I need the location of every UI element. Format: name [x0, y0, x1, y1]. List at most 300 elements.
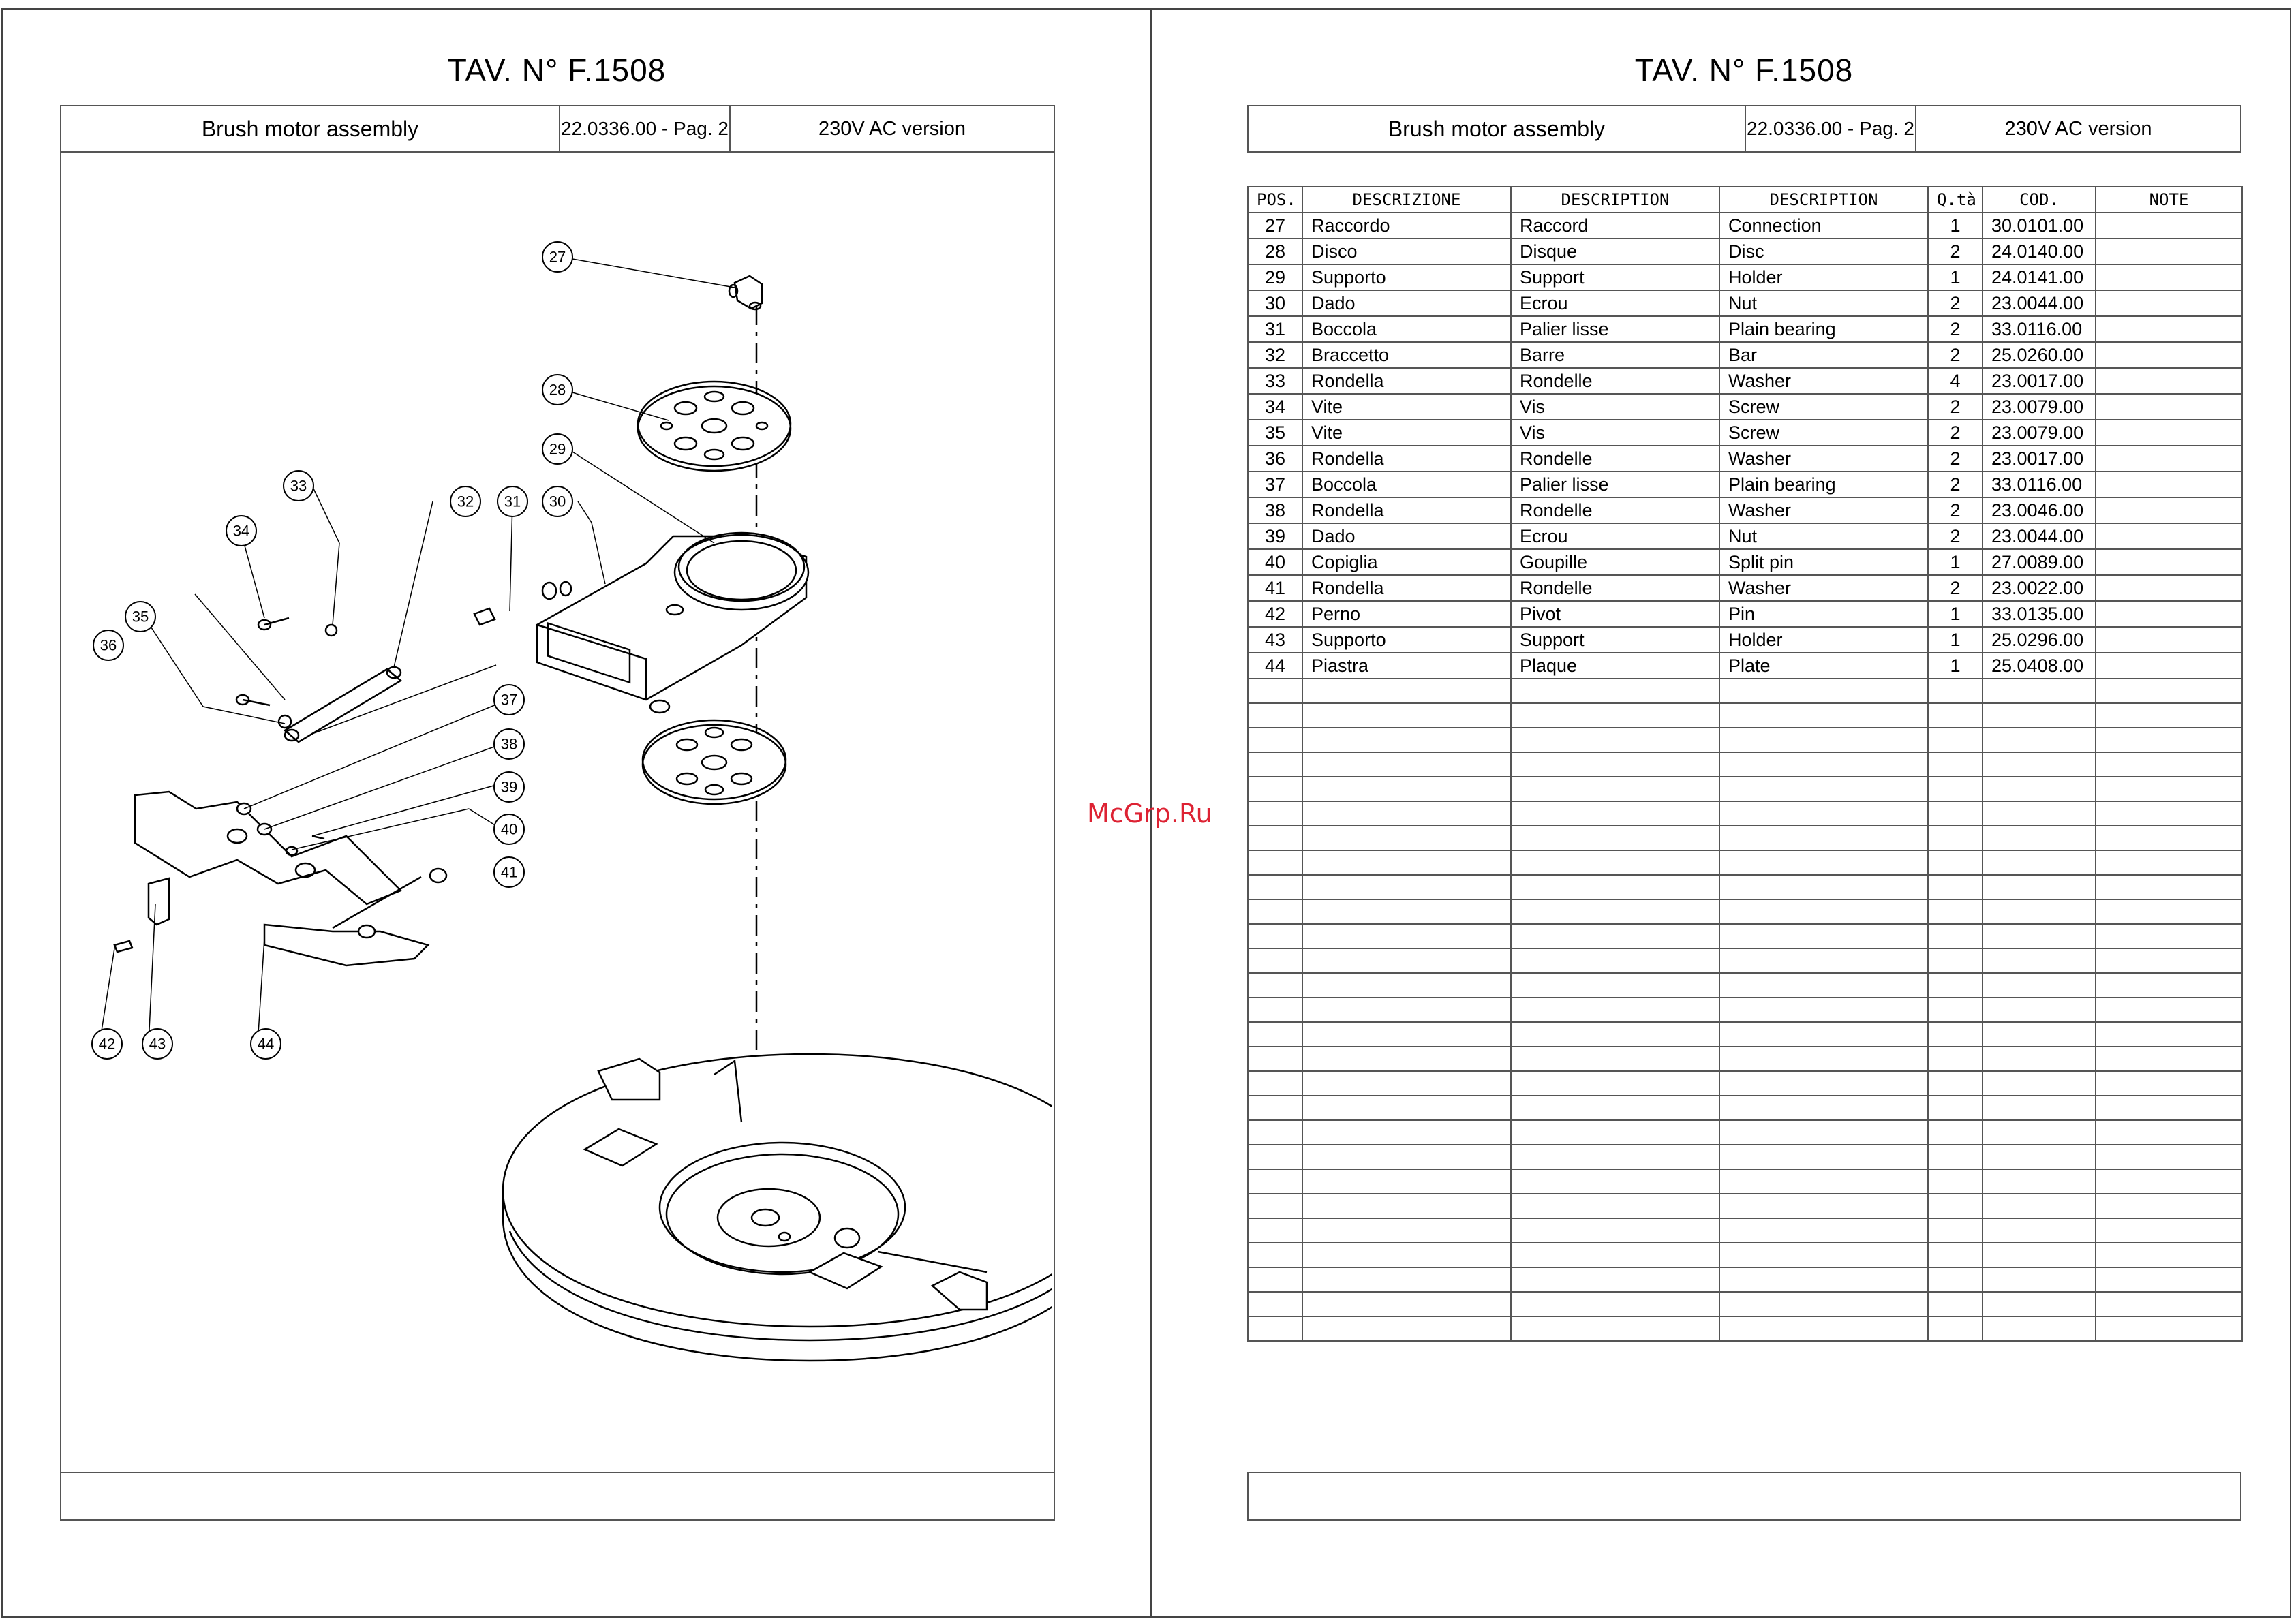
table-cell	[1248, 1145, 1302, 1169]
table-cell	[1511, 1096, 1719, 1120]
table-cell: 29	[1248, 264, 1302, 290]
table-cell	[2096, 653, 2242, 679]
empty-row	[1248, 850, 2242, 875]
empty-row	[1248, 1145, 2242, 1169]
empty-row	[1248, 801, 2242, 826]
left-header-version: 230V AC version	[818, 117, 966, 140]
table-cell: 1	[1928, 601, 1983, 627]
table-cell	[1302, 1169, 1511, 1194]
table-cell	[1719, 752, 1928, 777]
table-row	[1248, 497, 2242, 523]
table-cell: 41	[1248, 575, 1302, 601]
table-cell: Connection	[1719, 213, 1928, 238]
table-cell: 2	[1928, 316, 1983, 342]
table-cell	[1302, 1145, 1511, 1169]
table-cell	[1983, 1194, 2096, 1218]
table-cell	[1983, 752, 2096, 777]
table-cell	[1511, 1169, 1719, 1194]
table-cell	[1719, 1243, 1928, 1267]
table-cell	[1248, 703, 1302, 728]
empty-row	[1248, 1243, 2242, 1267]
empty-row	[1248, 998, 2242, 1022]
callout-40	[494, 814, 524, 844]
table-cell	[2096, 238, 2242, 264]
left-page-title: TAV. N° F.1508	[447, 52, 667, 88]
table-cell	[1983, 924, 2096, 948]
table-cell	[1983, 1316, 2096, 1341]
table-cell	[1248, 1194, 1302, 1218]
table-cell	[1928, 1243, 1983, 1267]
table-cell: Screw	[1719, 394, 1928, 420]
table-cell	[1719, 924, 1928, 948]
table-cell	[1302, 1218, 1511, 1243]
svg-text:38: 38	[500, 735, 518, 753]
table-row	[1248, 368, 2242, 394]
table-cell	[1983, 899, 2096, 924]
table-cell: 2	[1928, 497, 1983, 523]
table-cell	[1511, 752, 1719, 777]
table-cell	[1511, 1243, 1719, 1267]
table-cell	[2096, 1243, 2242, 1267]
svg-text:43: 43	[149, 1035, 166, 1053]
table-cell: Barre	[1511, 342, 1719, 368]
table-cell: 23.0017.00	[1983, 368, 2096, 394]
table-cell	[1928, 679, 1983, 703]
table-cell: 23.0079.00	[1983, 420, 2096, 446]
svg-text:29: 29	[549, 440, 566, 458]
table-cell: 35	[1248, 420, 1302, 446]
table-cell	[1928, 1194, 1983, 1218]
table-cell: 37	[1248, 472, 1302, 497]
table-cell: 23.0022.00	[1983, 575, 2096, 601]
table-cell	[2096, 777, 2242, 801]
table-cell: 23.0079.00	[1983, 394, 2096, 420]
table-cell	[1248, 752, 1302, 777]
col-pos: POS.	[1248, 187, 1302, 213]
table-cell: 2	[1928, 420, 1983, 446]
table-cell	[2096, 728, 2242, 752]
table-cell: Rondella	[1302, 497, 1511, 523]
table-cell	[1719, 801, 1928, 826]
table-cell: Perno	[1302, 601, 1511, 627]
table-cell	[1928, 948, 1983, 973]
empty-row	[1248, 826, 2242, 850]
right-footer-box	[1247, 1472, 2241, 1521]
table-cell	[1928, 1047, 1983, 1071]
table-cell	[1983, 703, 2096, 728]
table-cell: Rondella	[1302, 446, 1511, 472]
callout-34	[226, 516, 256, 546]
table-cell	[1719, 1194, 1928, 1218]
table-cell: Split pin	[1719, 549, 1928, 575]
table-cell: 4	[1928, 368, 1983, 394]
table-cell	[1928, 1120, 1983, 1145]
col-description-fr: DESCRIPTION	[1511, 187, 1719, 213]
callout-35	[125, 602, 155, 632]
table-cell: Raccordo	[1302, 213, 1511, 238]
empty-row	[1248, 899, 2242, 924]
table-cell	[1302, 679, 1511, 703]
table-cell	[1983, 1047, 2096, 1071]
disc-lower	[643, 720, 786, 804]
empty-row	[1248, 875, 2242, 899]
table-cell	[1302, 948, 1511, 973]
table-cell: 2	[1928, 394, 1983, 420]
table-cell	[2096, 801, 2242, 826]
table-cell	[2096, 1316, 2242, 1341]
table-cell: Supporto	[1302, 264, 1511, 290]
table-cell: Rondelle	[1511, 368, 1719, 394]
left-header-ref: 22.0336.00 - Pag. 2	[560, 106, 731, 151]
table-cell	[1511, 998, 1719, 1022]
table-row	[1248, 472, 2242, 497]
svg-text:35: 35	[132, 608, 149, 625]
table-cell: 28	[1248, 238, 1302, 264]
table-cell	[1511, 777, 1719, 801]
table-cell	[1302, 998, 1511, 1022]
callout-32	[450, 486, 480, 516]
table-cell	[1302, 1316, 1511, 1341]
svg-text:39: 39	[500, 778, 518, 796]
table-cell: 33	[1248, 368, 1302, 394]
table-cell: 1	[1928, 549, 1983, 575]
callout-28	[542, 375, 572, 405]
table-cell	[1302, 899, 1511, 924]
table-cell: Rondella	[1302, 368, 1511, 394]
table-cell: 27	[1248, 213, 1302, 238]
table-cell	[1719, 1096, 1928, 1120]
table-cell	[1719, 1120, 1928, 1145]
table-row	[1248, 523, 2242, 549]
table-cell	[1719, 728, 1928, 752]
table-cell	[1248, 1022, 1302, 1047]
svg-text:31: 31	[504, 493, 521, 510]
table-cell	[1719, 1169, 1928, 1194]
table-cell	[1928, 973, 1983, 998]
table-cell	[2096, 1292, 2242, 1316]
right-header-version: 230V AC version	[2004, 117, 2152, 140]
table-cell	[1302, 850, 1511, 875]
table-cell	[2096, 1047, 2242, 1071]
table-cell: Raccord	[1511, 213, 1719, 238]
table-cell: Palier lisse	[1511, 316, 1719, 342]
table-cell	[1302, 1292, 1511, 1316]
callout-41	[494, 857, 524, 887]
table-row	[1248, 394, 2242, 420]
table-cell	[1511, 924, 1719, 948]
table-cell: Plate	[1719, 653, 1928, 679]
table-cell	[2096, 472, 2242, 497]
table-cell: 44	[1248, 653, 1302, 679]
table-cell	[2096, 601, 2242, 627]
right-header	[1247, 105, 2241, 153]
table-cell	[1983, 1243, 2096, 1267]
table-cell	[1928, 1218, 1983, 1243]
table-cell	[2096, 1022, 2242, 1047]
table-cell	[1248, 1267, 1302, 1292]
callout-39	[494, 772, 524, 802]
table-cell	[2096, 826, 2242, 850]
table-cell	[2096, 213, 2242, 238]
table-cell	[1248, 728, 1302, 752]
table-cell: 23.0046.00	[1983, 497, 2096, 523]
table-cell: 24.0140.00	[1983, 238, 2096, 264]
table-cell	[1983, 826, 2096, 850]
table-cell: 25.0408.00	[1983, 653, 2096, 679]
table-cell	[2096, 924, 2242, 948]
table-row	[1248, 446, 2242, 472]
table-cell	[1248, 1071, 1302, 1096]
table-cell: 23.0044.00	[1983, 523, 2096, 549]
right-header-ref: 22.0336.00 - Pag. 2	[1746, 106, 1916, 151]
table-cell: 39	[1248, 523, 1302, 549]
table-cell	[1928, 703, 1983, 728]
table-cell	[1248, 679, 1302, 703]
callout-43	[142, 1029, 172, 1059]
col-code: COD.	[1983, 187, 2096, 213]
table-cell: Holder	[1719, 264, 1928, 290]
table-cell	[2096, 1194, 2242, 1218]
empty-row	[1248, 777, 2242, 801]
table-cell	[1248, 801, 1302, 826]
table-cell	[1719, 703, 1928, 728]
svg-text:37: 37	[500, 691, 518, 709]
table-cell: Dado	[1302, 523, 1511, 549]
table-cell	[1719, 826, 1928, 850]
table-cell	[1719, 998, 1928, 1022]
table-cell	[1719, 1047, 1928, 1071]
table-cell	[1983, 948, 2096, 973]
table-row	[1248, 549, 2242, 575]
table-cell	[1983, 1267, 2096, 1292]
table-cell	[1302, 1022, 1511, 1047]
callout-33	[284, 471, 313, 501]
table-cell	[2096, 523, 2242, 549]
table-cell	[1302, 1096, 1511, 1120]
table-row	[1248, 290, 2242, 316]
table-cell: 1	[1928, 653, 1983, 679]
table-cell	[1928, 875, 1983, 899]
table-cell: Rondelle	[1511, 575, 1719, 601]
right-header-name: Brush motor assembly	[1249, 106, 1746, 151]
empty-row	[1248, 1022, 2242, 1047]
table-cell	[1248, 1316, 1302, 1341]
callout-44	[251, 1029, 281, 1059]
table-cell: 32	[1248, 342, 1302, 368]
table-row	[1248, 627, 2242, 653]
table-cell	[1302, 1047, 1511, 1071]
table-cell: Disc	[1719, 238, 1928, 264]
table-cell: 30.0101.00	[1983, 213, 2096, 238]
table-cell	[1248, 973, 1302, 998]
table-cell: 2	[1928, 238, 1983, 264]
table-cell	[1248, 948, 1302, 973]
table-cell: 31	[1248, 316, 1302, 342]
table-cell	[1511, 1292, 1719, 1316]
table-cell	[1511, 1071, 1719, 1096]
table-cell: Dado	[1302, 290, 1511, 316]
col-description-en: DESCRIPTION	[1719, 187, 1928, 213]
table-cell	[1719, 875, 1928, 899]
table-cell	[1248, 1169, 1302, 1194]
table-cell: 1	[1928, 213, 1983, 238]
table-cell: 33.0116.00	[1983, 472, 2096, 497]
empty-row	[1248, 1071, 2242, 1096]
table-cell	[1302, 801, 1511, 826]
empty-row	[1248, 1194, 2242, 1218]
table-cell: Nut	[1719, 290, 1928, 316]
table-cell	[2096, 1120, 2242, 1145]
table-cell	[1928, 1316, 1983, 1341]
table-cell	[1928, 1267, 1983, 1292]
table-cell	[1248, 998, 1302, 1022]
table-cell	[1928, 1292, 1983, 1316]
table-cell: Rondelle	[1511, 446, 1719, 472]
table-cell: Vite	[1302, 420, 1511, 446]
table-cell	[1719, 679, 1928, 703]
table-cell: Goupille	[1511, 549, 1719, 575]
callout-38	[494, 729, 524, 759]
table-cell	[1302, 728, 1511, 752]
table-cell: Ecrou	[1511, 523, 1719, 549]
table-cell: 1	[1928, 627, 1983, 653]
col-qty: Q.tà	[1928, 187, 1983, 213]
table-cell	[1719, 777, 1928, 801]
table-cell: 38	[1248, 497, 1302, 523]
table-cell	[1719, 1292, 1928, 1316]
parts-table	[1247, 186, 2243, 1342]
empty-row	[1248, 1096, 2242, 1120]
table-cell: Piastra	[1302, 653, 1511, 679]
table-cell: Screw	[1719, 420, 1928, 446]
table-cell	[1928, 1022, 1983, 1047]
left-footer-box	[60, 1472, 1055, 1521]
watermark: McGrp.Ru	[1087, 799, 1212, 829]
table-cell	[1302, 1243, 1511, 1267]
table-cell: 2	[1928, 575, 1983, 601]
table-row	[1248, 342, 2242, 368]
table-cell	[2096, 1169, 2242, 1194]
table-cell: Support	[1511, 264, 1719, 290]
callout-29	[542, 434, 572, 464]
table-cell	[2096, 752, 2242, 777]
svg-text:36: 36	[100, 636, 117, 654]
svg-text:40: 40	[500, 820, 518, 838]
holder-part	[537, 533, 808, 713]
table-row	[1248, 238, 2242, 264]
table-cell	[1248, 1096, 1302, 1120]
table-cell: 25.0296.00	[1983, 627, 2096, 653]
table-cell	[2096, 497, 2242, 523]
table-cell	[2096, 264, 2242, 290]
table-cell	[1928, 924, 1983, 948]
empty-row	[1248, 728, 2242, 752]
svg-text:33: 33	[290, 477, 307, 495]
table-cell: 1	[1928, 264, 1983, 290]
table-cell	[1928, 801, 1983, 826]
table-cell	[2096, 446, 2242, 472]
table-cell: 2	[1928, 446, 1983, 472]
table-cell: 36	[1248, 446, 1302, 472]
table-cell	[1719, 1218, 1928, 1243]
table-cell: Bar	[1719, 342, 1928, 368]
table-cell	[1983, 777, 2096, 801]
callout-27	[542, 242, 572, 272]
table-row	[1248, 601, 2242, 627]
table-cell: 43	[1248, 627, 1302, 653]
table-row	[1248, 420, 2242, 446]
table-cell: Vis	[1511, 394, 1719, 420]
table-cell: Pivot	[1511, 601, 1719, 627]
table-cell	[1302, 1267, 1511, 1292]
svg-text:41: 41	[500, 863, 518, 881]
table-cell	[2096, 394, 2242, 420]
table-cell	[1248, 875, 1302, 899]
table-cell	[1511, 826, 1719, 850]
left-header-name: Brush motor assembly	[61, 106, 560, 151]
svg-text:32: 32	[457, 493, 474, 510]
table-cell	[1928, 728, 1983, 752]
table-cell	[2096, 948, 2242, 973]
table-cell	[1511, 1120, 1719, 1145]
table-cell	[2096, 998, 2242, 1022]
table-cell	[1511, 1267, 1719, 1292]
empty-row	[1248, 1218, 2242, 1243]
table-cell	[2096, 1071, 2242, 1096]
table-cell	[2096, 1267, 2242, 1292]
table-cell	[2096, 1096, 2242, 1120]
table-cell	[1983, 1096, 2096, 1120]
table-cell: Pin	[1719, 601, 1928, 627]
table-cell	[1719, 899, 1928, 924]
table-cell	[1302, 1194, 1511, 1218]
empty-row	[1248, 1047, 2242, 1071]
plate-assembly	[114, 792, 446, 965]
table-cell	[1511, 703, 1719, 728]
table-cell	[1302, 924, 1511, 948]
table-cell: Nut	[1719, 523, 1928, 549]
table-cell	[1511, 875, 1719, 899]
table-cell	[1248, 899, 1302, 924]
table-cell: 2	[1928, 290, 1983, 316]
table-cell: 42	[1248, 601, 1302, 627]
table-cell	[2096, 899, 2242, 924]
table-cell	[1248, 850, 1302, 875]
table-cell: Braccetto	[1302, 342, 1511, 368]
table-cell: Washer	[1719, 368, 1928, 394]
svg-text:42: 42	[98, 1035, 116, 1053]
table-cell	[1302, 826, 1511, 850]
table-cell	[1983, 1169, 2096, 1194]
table-cell	[1983, 1292, 2096, 1316]
table-cell: 33.0135.00	[1983, 601, 2096, 627]
table-cell	[2096, 290, 2242, 316]
table-cell: Vite	[1302, 394, 1511, 420]
svg-text:30: 30	[549, 493, 566, 510]
table-cell	[2096, 973, 2242, 998]
table-cell: Copiglia	[1302, 549, 1511, 575]
table-cell	[2096, 575, 2242, 601]
table-cell	[1511, 1218, 1719, 1243]
callout-36	[93, 630, 123, 660]
connector-part	[729, 276, 762, 309]
table-cell	[1248, 1047, 1302, 1071]
left-header	[60, 105, 1055, 153]
table-cell: 24.0141.00	[1983, 264, 2096, 290]
table-cell	[1511, 1316, 1719, 1341]
empty-row	[1248, 1169, 2242, 1194]
empty-row	[1248, 703, 2242, 728]
